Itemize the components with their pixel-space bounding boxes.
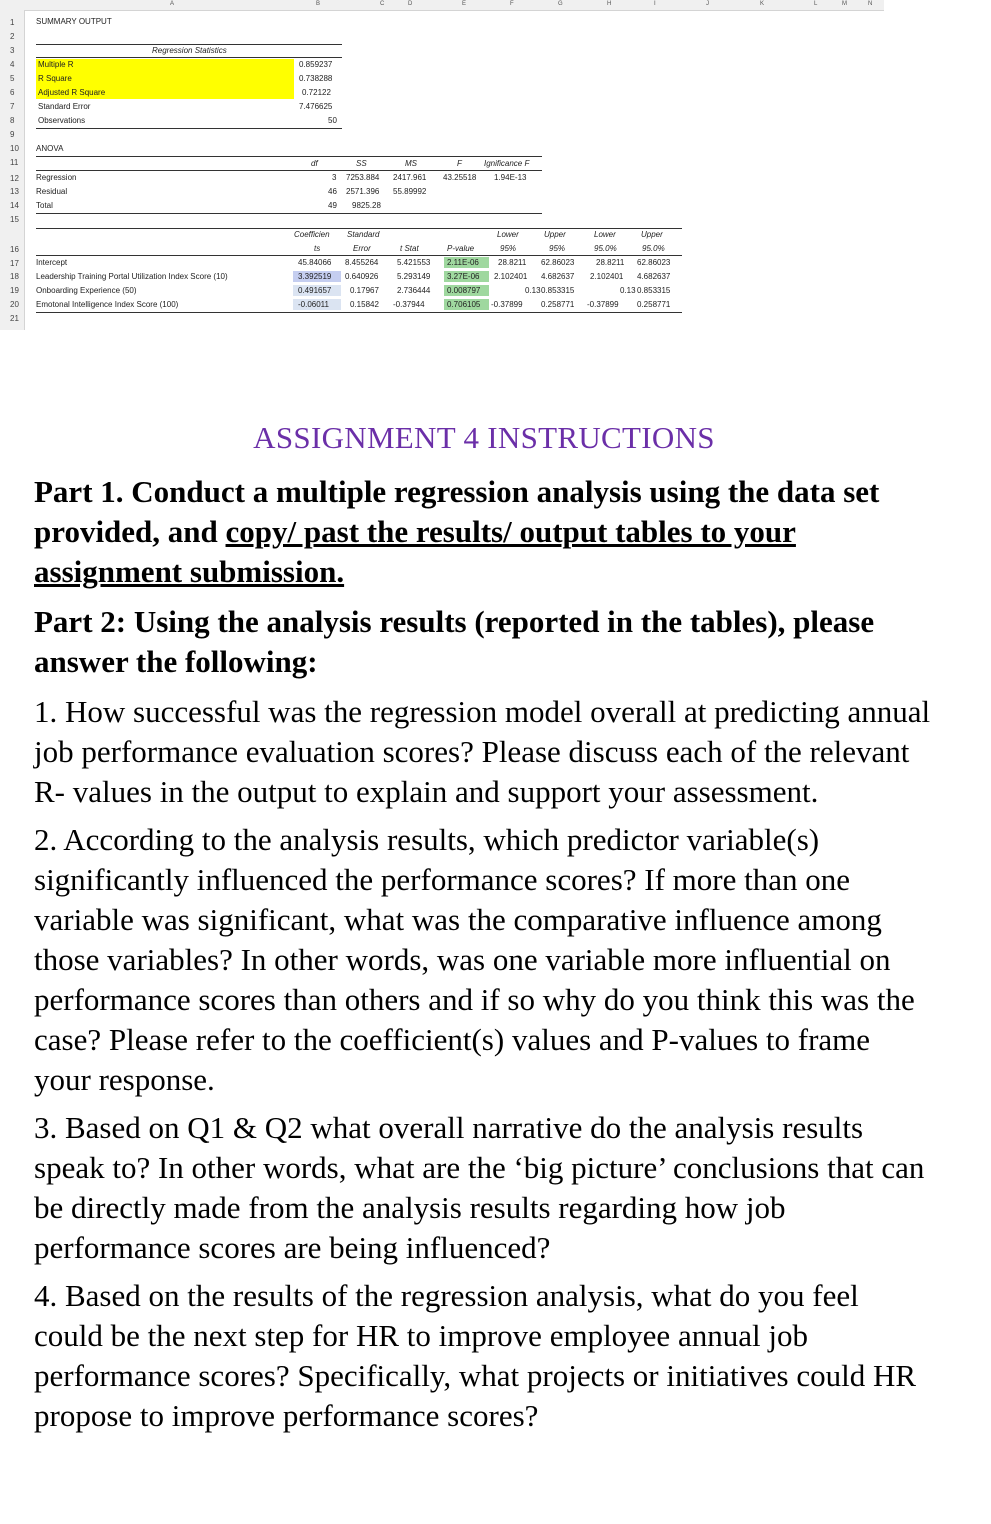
- coef-header: 95%: [500, 244, 517, 253]
- row-number-gutter: [0, 10, 25, 330]
- row-number: 11: [10, 158, 19, 167]
- stat-value: 7.476625: [299, 102, 333, 111]
- coef-header: Upper: [544, 230, 566, 239]
- anova-df: 3: [332, 173, 337, 182]
- row-number: 16: [10, 245, 19, 254]
- col-header: J: [706, 1, 709, 7]
- coef-value: 2.102401: [494, 272, 528, 281]
- coef-value: 45.84066: [298, 258, 332, 267]
- row-number: 6: [10, 88, 15, 97]
- stat-label: Observations: [38, 116, 86, 125]
- coef-header: P-value: [447, 244, 475, 253]
- row-number: 10: [10, 144, 19, 153]
- coef-value: 5.293149: [397, 272, 431, 281]
- coef-value: 3.392519: [298, 272, 332, 281]
- table-rule: [36, 255, 682, 256]
- row-number: 4: [10, 60, 15, 69]
- col-header: C: [380, 1, 385, 7]
- anova-title: ANOVA: [36, 144, 64, 153]
- table-rule: [36, 228, 682, 229]
- coef-value: 0.640926: [345, 272, 379, 281]
- coef-header: Coefficien: [294, 230, 330, 239]
- coef-value: 3.27E-06: [447, 272, 480, 281]
- stat-value: 50: [328, 116, 337, 125]
- coef-value: 0.258771: [637, 300, 671, 309]
- row-number: 19: [10, 286, 19, 295]
- coef-row-label: Onboarding Experience (50): [36, 286, 137, 295]
- anova-f: 43.25518: [443, 173, 477, 182]
- row-number: 13: [10, 187, 19, 196]
- coef-value: 0.15842: [350, 300, 379, 309]
- row-number: 2: [10, 32, 15, 41]
- col-header: F: [510, 1, 514, 7]
- coef-value: 62.86023: [541, 258, 575, 267]
- stat-value: 0.859237: [299, 60, 333, 69]
- table-rule: [36, 44, 342, 45]
- coef-value: 0.13: [525, 286, 541, 295]
- anova-df: 49: [328, 201, 337, 210]
- part1-underlined: copy/ past the results/ output tables to your assignment submission.: [34, 514, 796, 589]
- coef-header: 95%: [549, 244, 566, 253]
- coef-value: -0.37899: [491, 300, 523, 309]
- coef-value: -0.37899: [587, 300, 619, 309]
- page-title: ASSIGNMENT 4 INSTRUCTIONS: [253, 420, 715, 455]
- coef-row-label: Leadership Training Portal Utilization Index Score (10): [36, 272, 228, 281]
- spreadsheet-screenshot: [0, 0, 991, 330]
- table-rule: [36, 128, 342, 129]
- coef-value: -0.37944: [393, 300, 425, 309]
- column-header-bar: [0, 0, 884, 11]
- question-2: 2. According to the analysis results, which predictor variable(s) significantly influenced the performance scores? If more than one variable was significant, what was the comparative influence among those variables? In other words, was one variable more influential on performance scores than others and if so why do you think this was the case? Please refer to the coefficient(s) values and P-values to frame your response.: [34, 822, 915, 1097]
- anova-sig: 1.94E-13: [494, 173, 527, 182]
- col-header: N: [868, 1, 873, 7]
- anova-df: 46: [328, 187, 337, 196]
- row-number: 21: [10, 314, 19, 323]
- coef-value: 0.491657: [298, 286, 332, 295]
- row-number: 8: [10, 116, 15, 125]
- col-header: B: [316, 1, 321, 7]
- anova-header: F: [457, 159, 462, 168]
- row-number: 1: [10, 18, 15, 27]
- coef-row-label: Intercept: [36, 258, 68, 267]
- coef-header: Upper: [641, 230, 663, 239]
- anova-ms: 2417.961: [393, 173, 427, 182]
- coef-value: -0.06011: [298, 300, 329, 309]
- anova-header: df: [311, 159, 318, 168]
- assignment-instructions: [34, 420, 934, 1436]
- part1-intro: Part 1. Conduct a multiple regression analysis using the data set provided, and: [34, 474, 880, 549]
- anova-ss: 9825.28: [352, 201, 381, 210]
- coef-value: 2.736444: [397, 286, 431, 295]
- row-number: 18: [10, 272, 19, 281]
- stat-label: Adjusted R Square: [38, 88, 106, 97]
- part2-text: Part 2: Using the analysis results (reported in the tables), please answer the following:: [34, 604, 875, 679]
- row-number: 5: [10, 74, 15, 83]
- row-number: 12: [10, 174, 19, 183]
- anova-header: Ignificance F: [484, 159, 530, 168]
- coef-value: 5.421553: [397, 258, 431, 267]
- stat-label: Multiple R: [38, 60, 74, 69]
- coef-value: 4.682637: [637, 272, 671, 281]
- row-number: 15: [10, 215, 19, 224]
- coef-header: ts: [314, 244, 321, 253]
- col-header: G: [558, 1, 563, 7]
- table-rule: [36, 312, 682, 313]
- anova-header: MS: [405, 159, 417, 168]
- coef-header: Standard: [347, 230, 380, 239]
- col-header: L: [814, 1, 818, 7]
- coef-value: 0.706105: [447, 300, 481, 309]
- coef-value: 0.008797: [447, 286, 481, 295]
- question-4: 4. Based on the results of the regression analysis, what do you feel could be the next step for HR to improve employee annual job performance scores? Specifically, what projects or initiatives could HR propose to improve performance scores?: [34, 1278, 917, 1433]
- table-rule: [36, 213, 542, 214]
- col-header: K: [760, 1, 765, 7]
- anova-ss: 2571.396: [346, 187, 380, 196]
- question-1: 1. How successful was the regression model overall at predicting annual job performance evaluation scores? Please discuss each of the relevant R- values in the output to explain and support your assessment.: [34, 694, 931, 809]
- col-header: H: [607, 1, 612, 7]
- regression-stats-header: Regression Statistics: [152, 46, 227, 55]
- coef-value: 2.11E-06: [447, 258, 479, 267]
- row-number: 14: [10, 201, 19, 210]
- coef-header: 95.0%: [642, 244, 665, 253]
- question-3: 3. Based on Q1 & Q2 what overall narrative do the analysis results speak to? In other words, what are the ‘big picture’ conclusions that can be directly made from the analysis results regarding how job performance scores are being influenced?: [34, 1110, 925, 1265]
- col-header: M: [842, 1, 847, 7]
- coef-value: 8.455264: [345, 258, 379, 267]
- coef-value: 0.853315: [541, 286, 575, 295]
- anova-row-label: Residual: [36, 187, 68, 196]
- row-number: 17: [10, 259, 19, 268]
- coef-header: t Stat: [400, 244, 419, 253]
- col-header: I: [654, 1, 656, 7]
- stat-value: 0.738288: [299, 74, 333, 83]
- row-number: 20: [10, 300, 19, 309]
- stat-value: 0.72122: [302, 88, 331, 97]
- stat-label: Standard Error: [38, 102, 91, 111]
- coef-header: Error: [353, 244, 371, 253]
- col-header: A: [170, 1, 175, 7]
- summary-title: SUMMARY OUTPUT: [36, 17, 112, 26]
- coef-header: 95.0%: [594, 244, 617, 253]
- coef-value: 2.102401: [590, 272, 624, 281]
- anova-row-label: Total: [36, 201, 53, 210]
- anova-ms: 55.89992: [393, 187, 427, 196]
- coef-row-label: Emotonal Intelligence Index Score (100): [36, 300, 179, 309]
- coef-header: Lower: [497, 230, 519, 239]
- coef-value: 0.17967: [350, 286, 379, 295]
- part1-text: [34, 472, 934, 592]
- stat-label: R Square: [38, 74, 72, 83]
- coef-value: 0.258771: [541, 300, 575, 309]
- coef-value: 28.8211: [596, 258, 625, 267]
- col-header: D: [408, 1, 413, 7]
- coef-value: 4.682637: [541, 272, 575, 281]
- table-rule: [36, 170, 542, 171]
- row-number: 7: [10, 102, 15, 111]
- anova-row-label: Regression: [36, 173, 77, 182]
- coef-value: 0.853315: [637, 286, 671, 295]
- row-number: 3: [10, 46, 15, 55]
- coef-value: 62.86023: [637, 258, 671, 267]
- anova-ss: 7253.884: [346, 173, 380, 182]
- col-header: E: [462, 1, 467, 7]
- anova-header: SS: [356, 159, 367, 168]
- coef-value: 28.8211: [498, 258, 527, 267]
- table-rule: [36, 57, 342, 58]
- coef-header: Lower: [594, 230, 616, 239]
- table-rule: [36, 156, 542, 157]
- row-number: 9: [10, 130, 15, 139]
- coef-value: 0.13: [620, 286, 636, 295]
